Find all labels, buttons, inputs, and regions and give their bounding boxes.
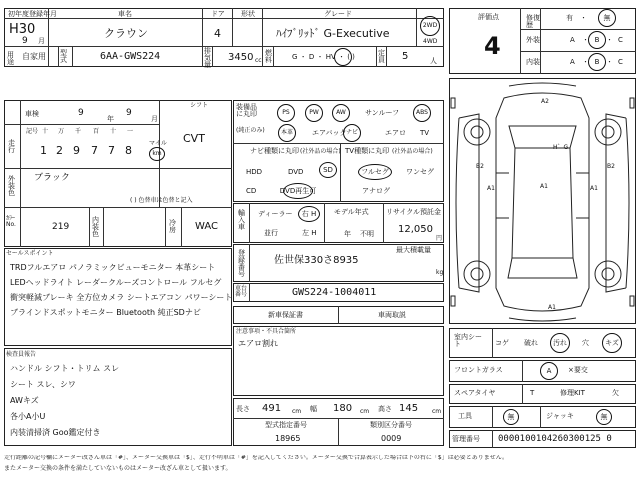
check-line: ハンドル シフト・トリム スレ xyxy=(10,364,120,373)
repair-sep: ・ xyxy=(580,14,587,22)
car-name-value: クラウン xyxy=(104,27,148,40)
model-year-value: 不明 xyxy=(360,230,374,238)
chassis-value: GWS224-1004011 xyxy=(292,287,377,298)
diagram-label-b2-left: B2 xyxy=(476,163,484,170)
nav-sub: (社外品の場合) xyxy=(300,148,341,155)
height-value: 145 xyxy=(399,403,419,414)
model-value: 6AA-GWS224 xyxy=(100,51,161,62)
inspection-month: 9 xyxy=(126,108,132,118)
nav-item-circle xyxy=(279,183,317,199)
capacity-value: 5 xyxy=(402,51,409,62)
handle-left: 左 H xyxy=(302,229,317,237)
rating-option: B xyxy=(594,35,600,44)
new-car-cert: 新車保証書 xyxy=(268,311,303,319)
name-label: 車名 xyxy=(118,10,132,18)
nav-item: CD xyxy=(246,187,257,195)
diagram-label-b2-right: B2 xyxy=(607,163,615,170)
import-label: 輸入車 xyxy=(238,209,245,231)
rating-sep: ・ xyxy=(606,36,613,44)
rating-selected-circle xyxy=(588,31,606,49)
rating-option: C xyxy=(618,36,623,44)
door-label: ドア xyxy=(211,10,225,18)
nav-title: ナビ種類に丸印 xyxy=(250,147,299,155)
interior-label: 内装 xyxy=(526,58,540,66)
check-line: AWキズ xyxy=(10,396,39,405)
tv-item-circle xyxy=(358,164,392,180)
class-no-label: 類別区分番号 xyxy=(370,421,412,429)
seat-label: 室内シート xyxy=(454,333,482,348)
tv-item: フルセグ xyxy=(361,167,389,176)
equipment-item-circle xyxy=(343,124,361,142)
nav-item: DVD xyxy=(288,168,304,176)
equipment-item: 本革 xyxy=(280,129,293,136)
nav-item: SD xyxy=(323,165,333,174)
manual: 車両取説 xyxy=(378,311,406,319)
import-dealer: ディーラー xyxy=(258,210,293,218)
equipment-item-circle xyxy=(278,124,296,142)
sales-line: TRDフルエアロ パノラミックビューモニター 本革シート xyxy=(10,263,216,272)
score-label: 評価点 xyxy=(478,13,499,21)
equipment-item-circle xyxy=(413,104,431,122)
management-label: 管理番号 xyxy=(452,435,480,443)
month-unit: 月 xyxy=(38,37,45,45)
seat-option-circle xyxy=(602,333,622,353)
grade-label: グレード xyxy=(324,10,352,18)
sales-title: セールスポイント xyxy=(6,250,54,257)
mileage-digit-label: 千 xyxy=(75,128,82,135)
glass-selected-circle xyxy=(540,362,558,380)
repair-option-no: 無 xyxy=(603,13,611,22)
year-value: H30 xyxy=(9,22,36,37)
seat-option-circle xyxy=(550,333,570,353)
inspection-year: 9 xyxy=(78,108,84,118)
check-line: シート スレ、シワ xyxy=(10,380,76,389)
color-no-label: ｶﾗｰNo. xyxy=(6,215,16,228)
diagram-label-a2: A2 xyxy=(541,98,549,105)
management-value: 0000100104260300125 0 xyxy=(498,434,612,444)
nav-item-circle xyxy=(319,162,337,178)
jack-label: ジャッキ xyxy=(546,412,574,420)
tv-item: アナログ xyxy=(362,187,390,195)
equipment-item: エアロ xyxy=(385,129,406,137)
nav-item: DVD再生可 xyxy=(279,186,317,195)
import-parallel: 並行 xyxy=(264,229,278,237)
equipment-item-circle xyxy=(277,104,295,122)
door-value: 4 xyxy=(214,27,221,40)
sales-line: ブラインドスポットモニター Bluetooth 純正SDナビ xyxy=(10,308,201,317)
length-unit: cm xyxy=(292,408,302,415)
registration-value: 佐世保330さ8935 xyxy=(274,255,359,266)
seat-option: 破れ xyxy=(524,339,538,347)
equipment-item: AW xyxy=(336,109,346,116)
mileage-note: 記号 xyxy=(26,128,39,135)
diagram-label-a1-rear: A1 xyxy=(548,304,556,311)
class-no-value: 0009 xyxy=(381,434,402,443)
nav-item: HDD xyxy=(246,168,263,176)
mileage-digit: 1 xyxy=(40,144,47,157)
mileage-digit-label: 万 xyxy=(58,128,65,135)
mileage-unit-km: km xyxy=(152,150,162,157)
mileage-digit-label: 百 xyxy=(93,128,100,135)
repair-option-yes: 有 xyxy=(566,14,573,22)
mileage-label: 走行 xyxy=(8,139,15,154)
equipment-item: ABS xyxy=(416,109,428,116)
usage-value: 自家用 xyxy=(22,52,46,61)
mileage-unit-mile: マイル xyxy=(149,140,167,147)
check-title: 検査員報告 xyxy=(6,351,37,358)
cooler-value: WAC xyxy=(195,221,218,232)
fuel-selected-circle xyxy=(334,48,352,66)
equipment-item: サンルーフ xyxy=(365,109,400,117)
repair-selected-circle xyxy=(598,9,616,27)
drive-2wd-circle xyxy=(420,16,440,36)
recycle-label: リサイクル預託金 xyxy=(386,208,442,216)
spare-label: スペアタイヤ xyxy=(454,389,496,397)
grade-value: ﾊｲﾌﾞﾘｯﾄﾞ G-Executive xyxy=(276,27,390,40)
seat-option: コゲ xyxy=(495,339,509,347)
inspection-label: 車検 xyxy=(25,110,39,118)
glass-option-b: ×要交 xyxy=(568,366,588,374)
capacity-label: 定員 xyxy=(378,49,385,64)
inspector-notes-block xyxy=(233,326,444,396)
length-label: 長さ xyxy=(236,405,250,413)
usage-label: 用途 xyxy=(7,51,14,66)
displacement-value: 3450 xyxy=(228,52,254,63)
tv-sub: (社外品の場合) xyxy=(392,148,433,155)
model-year-label: モデル年式 xyxy=(334,208,369,216)
mileage-digit: 8 xyxy=(125,144,132,157)
diagram-label-a1-left: A1 xyxy=(487,185,495,192)
model-year-unit: 年 xyxy=(344,230,351,238)
color-label: 外装色 xyxy=(8,175,15,197)
footer-line-2: またメーター交換の条件を満たしていないものはメーター改ざん車として扱います。 xyxy=(4,465,232,472)
mileage-digit: 2 xyxy=(56,144,63,157)
interior-color-label: 内装色 xyxy=(92,216,99,238)
type-no-value: 18965 xyxy=(275,434,301,443)
tools-value-circle xyxy=(503,409,519,425)
shift-label: シフト xyxy=(190,102,209,109)
spare-option-kit: 修理KIT xyxy=(560,389,585,397)
length-value: 491 xyxy=(262,403,282,414)
equipment-item: PS xyxy=(282,109,290,116)
fuel-options: G ・ D ・ HV ・ ( ) xyxy=(292,53,355,61)
recycle-value: 12,050 xyxy=(398,224,433,235)
spare-option-t: T xyxy=(530,389,535,397)
rating-option: A xyxy=(570,36,575,44)
drive-4wd-label: 4WD xyxy=(423,38,438,45)
displacement-unit: cc xyxy=(255,57,262,64)
tools-value: 無 xyxy=(507,412,515,421)
mileage-digit: 7 xyxy=(91,144,98,157)
diagram-label-hg: H゛G xyxy=(553,144,569,151)
seat-option: 穴 xyxy=(582,339,589,347)
rating-sep: ・ xyxy=(606,58,613,66)
fuel-label: 燃料 xyxy=(265,49,272,64)
diagram-label-a1-mid: A1 xyxy=(540,183,548,190)
max-load-unit: kg xyxy=(436,269,444,276)
score-value: 4 xyxy=(484,32,501,60)
rating-option: B xyxy=(594,57,600,66)
color-note: ( ) 色替車は色替と記入 xyxy=(130,197,193,204)
tv-title: TV種類に丸印 xyxy=(345,147,390,155)
equipment-subtitle: (純正のみ) xyxy=(236,127,265,134)
equipment-item: TV xyxy=(420,129,430,137)
recycle-unit: 円 xyxy=(436,235,443,242)
inspection-month-unit: 月 xyxy=(151,115,158,123)
inspector-line: エアロ割れ xyxy=(238,339,278,348)
exterior-label: 外装 xyxy=(526,36,540,44)
width-unit: cm xyxy=(360,408,370,415)
handle-right-circle xyxy=(298,206,320,222)
rating-sep: ・ xyxy=(582,58,589,66)
equipment-item: エアバック xyxy=(312,129,347,137)
width-label: 幅 xyxy=(310,405,317,413)
mileage-unit-km-circle xyxy=(149,147,165,161)
equipment-item-circle xyxy=(332,104,350,122)
max-load-label: 最大積載量 xyxy=(396,246,431,254)
rating-sep: ・ xyxy=(582,36,589,44)
sales-line: 衝突軽減ブレーキ 全方位カメラ シートエアコン パワーシート xyxy=(10,293,233,302)
footer-line-1: 走行距離の記号欄にメーター改ざん車は「#」、メーター交換車は「$」、走行不明車は「#」を記入してください。メーター交換で合算表示した場合は下の右に「$」は必要とありません。 xyxy=(4,455,509,461)
height-unit: cm xyxy=(432,408,442,415)
rating-selected-circle xyxy=(588,53,606,71)
color-no-value: 219 xyxy=(52,222,70,232)
height-label: 高さ xyxy=(378,405,392,413)
check-line: 内装清掃済 Goo鑑定付き xyxy=(10,428,101,437)
rating-option: C xyxy=(618,58,623,66)
model-label: 型式 xyxy=(60,49,67,64)
displacement-label: 排気量 xyxy=(204,47,211,69)
tools-label: 工具 xyxy=(458,412,472,420)
seat-option: キズ xyxy=(605,338,619,347)
jack-value: 無 xyxy=(600,412,608,421)
car-diagram xyxy=(449,78,636,324)
mileage-digit: 7 xyxy=(108,144,115,157)
type-no-label: 型式指定番号 xyxy=(265,421,307,429)
diagram-label-a1-right: A1 xyxy=(590,185,598,192)
glass-option-a: A xyxy=(546,366,552,375)
sales-line: LEDヘッドライト レーダークルーズコントロール フルセグ xyxy=(10,278,222,287)
seat-option: 汚れ xyxy=(553,338,567,347)
repair-label: 修復歴 xyxy=(526,14,540,29)
mileage-digit: 9 xyxy=(73,144,80,157)
shift-value: CVT xyxy=(183,132,205,145)
shape-label: 形状 xyxy=(241,10,255,18)
rating-option: A xyxy=(570,58,575,66)
equipment-item: ナビ xyxy=(345,129,358,136)
capacity-unit: 人 xyxy=(430,57,437,65)
cooler-label: 冷房 xyxy=(169,219,176,234)
check-line: 各小A小U xyxy=(10,412,46,421)
mileage-digit-label: 十 xyxy=(42,128,49,135)
color-value: ブラック xyxy=(34,173,70,183)
chassis-label: 車台番号 xyxy=(235,285,248,298)
equipment-title: 装備品に丸印 xyxy=(236,103,257,118)
glass-label: フロントガラス xyxy=(454,366,503,374)
drive-2wd-label: 2WD xyxy=(422,22,438,29)
registration-label: 登録番号 xyxy=(238,249,245,278)
tv-item: ワンセグ xyxy=(406,168,434,176)
handle-right: 右 H xyxy=(301,209,317,218)
jack-value-circle xyxy=(596,409,612,425)
month-value: 9 xyxy=(22,36,28,46)
year-label: 初年度登録年月 xyxy=(8,10,57,18)
spare-option-missing: 欠 xyxy=(612,389,619,397)
width-value: 180 xyxy=(333,403,353,414)
inspector-title: 注意事項・不具合箇所 xyxy=(236,328,297,335)
equipment-item: PW xyxy=(309,109,319,116)
mileage-digit-label: 十 xyxy=(110,128,117,135)
inspection-year-unit: 年 xyxy=(107,115,114,123)
equipment-item-circle xyxy=(305,104,323,122)
mileage-digit-label: 一 xyxy=(127,128,134,135)
